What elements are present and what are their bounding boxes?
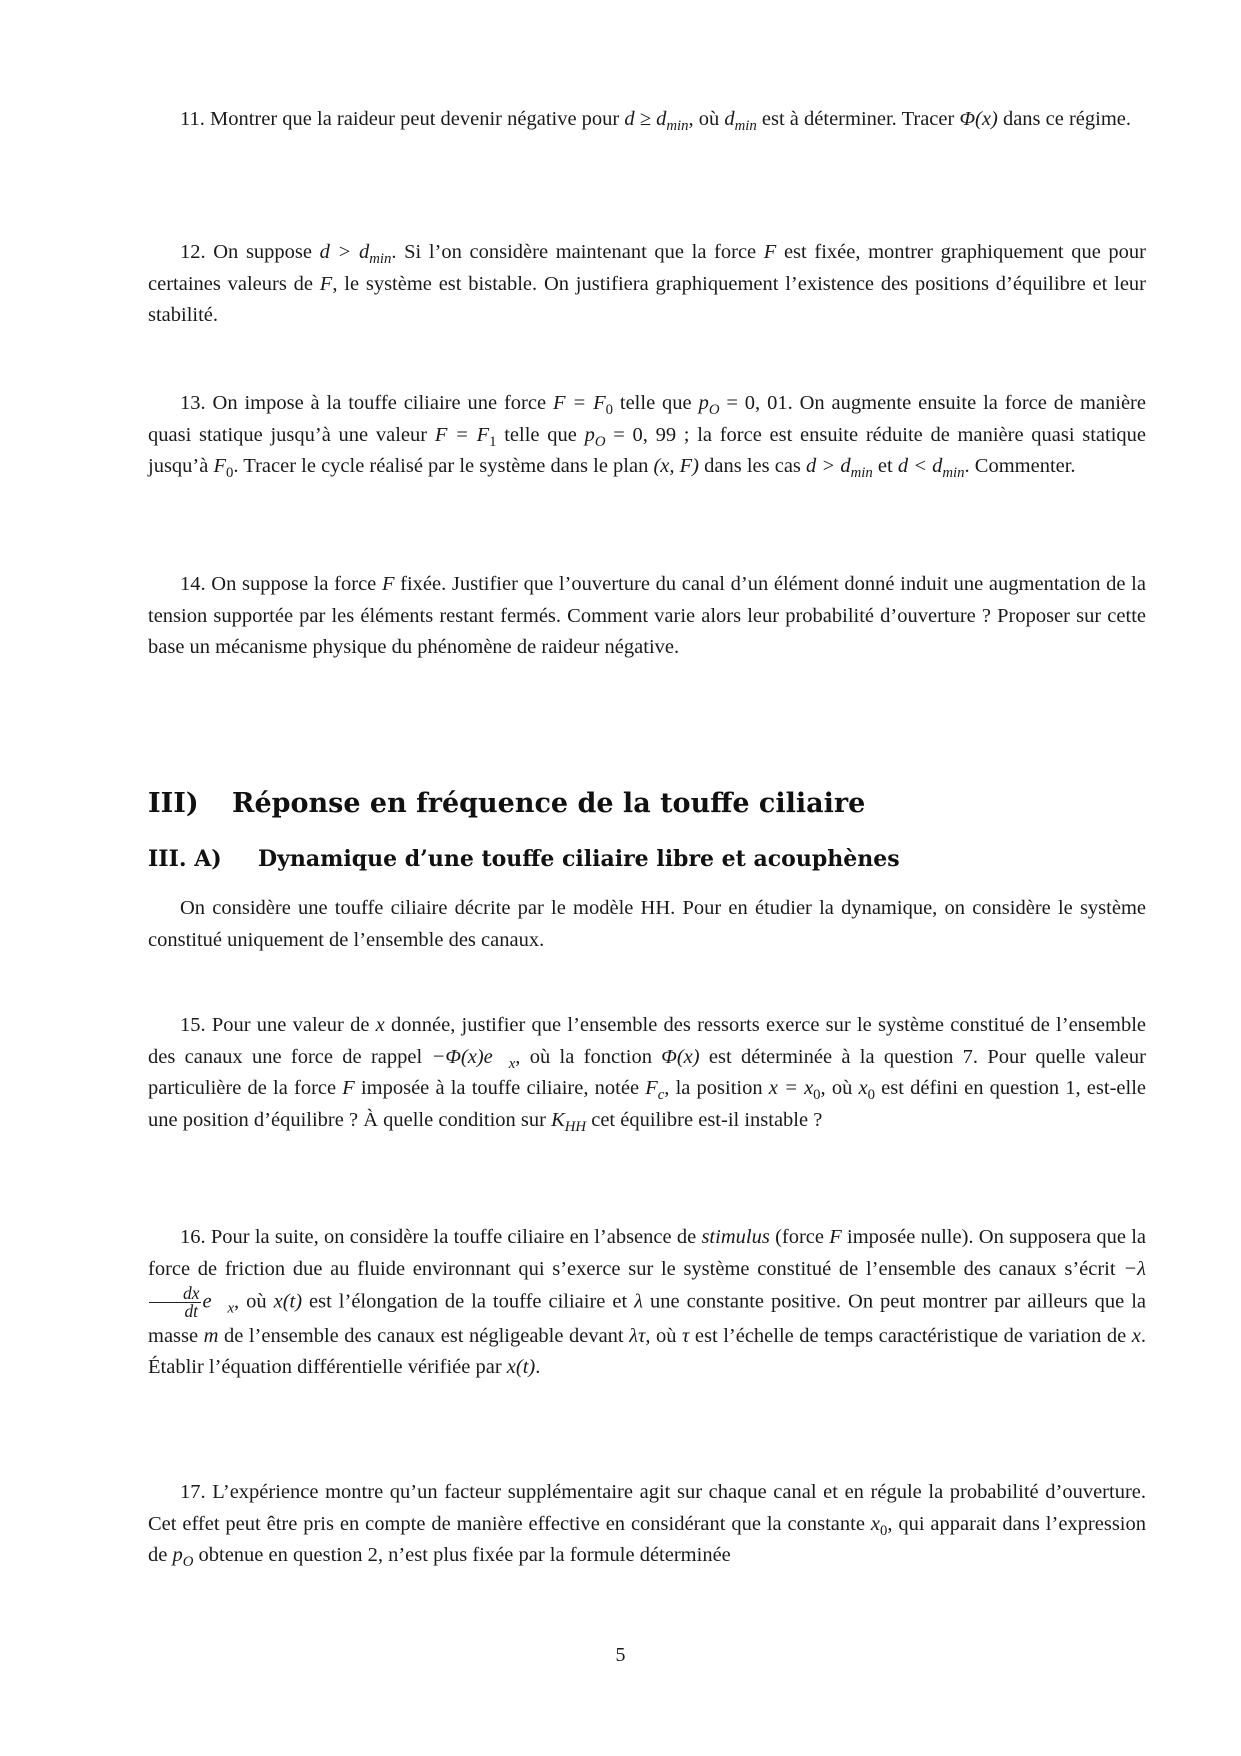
question-17 bbox=[148, 1477, 1146, 1572]
math: F bbox=[829, 1226, 842, 1248]
text: 15. Pour une valeur de bbox=[180, 1014, 376, 1036]
math: m bbox=[203, 1324, 219, 1347]
question-16 bbox=[148, 1222, 1146, 1384]
text: telle que bbox=[613, 392, 699, 414]
math: d > d bbox=[806, 455, 851, 477]
math: d > d bbox=[319, 241, 370, 263]
math: F bbox=[342, 1077, 355, 1099]
math-sub: 0 bbox=[813, 1087, 821, 1104]
text: 12. On suppose bbox=[180, 241, 320, 263]
math-sub: c bbox=[657, 1087, 665, 1104]
math: Φ(x) bbox=[959, 108, 998, 130]
math: x(t) bbox=[273, 1290, 303, 1313]
text: est déterminée à la question 7. Pour quelle valeur particulière de la force bbox=[148, 1045, 1146, 1099]
math-sub: min bbox=[369, 251, 392, 268]
math: τ bbox=[682, 1324, 690, 1347]
text: est fixée, montrer graphiquement que pour certaines valeurs de bbox=[148, 241, 1147, 295]
math-sub: HH bbox=[564, 1118, 587, 1135]
math: e⃗ bbox=[202, 1290, 228, 1313]
math: F bbox=[213, 455, 227, 477]
section-heading-3 bbox=[148, 788, 865, 819]
math: p bbox=[698, 392, 709, 414]
text: . On augmente ensuite la force de manière quasi statique jusqu’à une valeur bbox=[148, 392, 1146, 446]
question-13 bbox=[148, 388, 1146, 483]
text: de l’ensemble des canaux est négligeable devant bbox=[218, 1324, 630, 1347]
math: p bbox=[172, 1544, 183, 1566]
text: 17. L’expérience montre qu’un facteur supplémentaire agit sur chaque canal et en régule la probabilité d’ouverture. Cet effet peut être pris en compte de manière effective en considérant que la constante bbox=[148, 1481, 1146, 1535]
math-sub: 0 bbox=[605, 402, 613, 419]
text: (force bbox=[769, 1226, 830, 1248]
text: imposée nulle). On supposera que la force de friction due au fluide environnant qui s’exerce sur le système constitué de l’ensemble des canaux s’écrit bbox=[148, 1226, 1146, 1280]
question-14 bbox=[148, 569, 1146, 664]
math: Φ(x) bbox=[661, 1045, 700, 1068]
math: = 0, 99 bbox=[605, 423, 677, 446]
text: ; la force est ensuite réduite de manière quasi statique jusqu’à bbox=[148, 423, 1147, 477]
math: F bbox=[645, 1077, 658, 1099]
subsection-heading-3a bbox=[148, 846, 900, 872]
text: , où la fonction bbox=[515, 1045, 662, 1068]
text: telle que bbox=[496, 423, 585, 446]
math: d < d bbox=[897, 455, 943, 477]
math: F bbox=[763, 241, 777, 263]
math-sub: min bbox=[942, 465, 965, 482]
math-sub: 0 bbox=[867, 1087, 875, 1104]
math: K bbox=[551, 1108, 565, 1131]
math: F bbox=[381, 573, 395, 595]
text: dans ce régime. bbox=[997, 108, 1132, 130]
math: (x, F) bbox=[653, 455, 700, 477]
math: x = x bbox=[768, 1077, 814, 1099]
math: d bbox=[724, 108, 735, 130]
math: x bbox=[1131, 1324, 1141, 1347]
math: F = F bbox=[552, 392, 606, 414]
math-sub: x bbox=[227, 1300, 235, 1317]
math: x bbox=[858, 1077, 868, 1099]
fraction-numerator: dx bbox=[149, 1285, 201, 1303]
emphasis: stimulus bbox=[701, 1226, 770, 1248]
text: , où bbox=[820, 1077, 859, 1099]
math-sub: min bbox=[734, 118, 757, 135]
text: . Tracer le cycle réalisé par le système dans le plan bbox=[233, 455, 654, 477]
text: est l’élongation de la touffe ciliaire et bbox=[302, 1290, 635, 1313]
intro-paragraph bbox=[148, 893, 1146, 956]
text: , qui apparait dans l’expression de bbox=[148, 1512, 1146, 1566]
text: est à déterminer. Tracer bbox=[756, 108, 960, 130]
text: , où bbox=[688, 108, 725, 130]
text: imposée à la touffe ciliaire, notée bbox=[354, 1077, 646, 1099]
math: = 0, 01 bbox=[719, 392, 788, 414]
text: obtenue en question 2, n’est plus fixée par la formule déterminée bbox=[193, 1544, 731, 1566]
text: . Si l’on considère maintenant que la force bbox=[391, 241, 764, 263]
text: cet équilibre est-il instable ? bbox=[586, 1108, 823, 1131]
text: , le système est bistable. On justifiera graphiquement l’existence des positions d’équilibre et leur stabilité. bbox=[148, 272, 1146, 326]
math-sub: x bbox=[508, 1055, 516, 1072]
text: 11. Montrer que la raideur peut devenir négative pour bbox=[180, 108, 625, 130]
text: , la position bbox=[664, 1077, 769, 1099]
math-sub: O bbox=[594, 433, 606, 450]
text: et bbox=[872, 455, 898, 477]
text: On considère une touffe ciliaire décrite par le modèle HH. Pour en étudier la dynamique, on considère le système constitué uniquement de l’ensemble des canaux. bbox=[148, 897, 1146, 951]
text: fixée. Justifier que l’ouverture du canal d’un élément donné induit une augmentation de la tension supportée par les éléments restant fermés. Comment varie alors leur probabilité d’ouverture ? Proposer sur cette base un mécanisme physique du phénomène de raideur négative. bbox=[148, 573, 1146, 658]
math-sub: 0 bbox=[879, 1522, 888, 1539]
text: 14. On suppose la force bbox=[180, 573, 382, 595]
math: F bbox=[319, 272, 333, 295]
math: λ bbox=[634, 1290, 644, 1313]
text: 16. Pour la suite, on considère la touffe ciliaire en l’absence de bbox=[180, 1226, 702, 1248]
math: d ≥ d bbox=[624, 108, 667, 130]
math: p bbox=[584, 423, 595, 446]
text: est défini en question 1, est-elle une position d’équilibre ? À quelle condition sur bbox=[148, 1077, 1146, 1131]
question-12 bbox=[148, 237, 1146, 332]
text: . Établir l’équation différentielle vérifiée par bbox=[148, 1324, 1147, 1379]
text: dans les cas bbox=[699, 455, 807, 477]
fraction-denominator: dt bbox=[184, 1301, 198, 1322]
math: −λ bbox=[1123, 1257, 1146, 1280]
math: x bbox=[870, 1512, 880, 1535]
question-11 bbox=[148, 104, 1146, 136]
math: x(t) bbox=[506, 1356, 536, 1379]
derivative-fraction bbox=[149, 1285, 201, 1321]
text: , où bbox=[645, 1324, 683, 1347]
section-number: III) bbox=[148, 788, 199, 819]
text: , où bbox=[234, 1290, 274, 1313]
subsection-title: Dynamique d’une touffe ciliaire libre et acouphènes bbox=[258, 846, 900, 872]
math-sub: 1 bbox=[489, 433, 497, 450]
question-15 bbox=[148, 1010, 1146, 1136]
text: . Commenter. bbox=[964, 455, 1076, 477]
math: λτ bbox=[629, 1324, 646, 1347]
text: 13. On impose à la touffe ciliaire une force bbox=[180, 392, 553, 414]
math-sub: O bbox=[182, 1554, 194, 1571]
math-sub: min bbox=[666, 118, 689, 135]
math: F = F bbox=[434, 423, 490, 446]
text: une constante positive. On peut montrer par ailleurs que la masse bbox=[148, 1290, 1147, 1347]
math-sub: O bbox=[708, 402, 720, 419]
text: donnée, justifier que l’ensemble des ressorts exerce sur le système constitué de l’ensemble des canaux une force de rappel bbox=[148, 1014, 1146, 1068]
text: . bbox=[535, 1356, 541, 1379]
math-sub: 0 bbox=[226, 465, 234, 482]
text: est l’échelle de temps caractéristique de variation de bbox=[689, 1324, 1132, 1347]
math-sub: min bbox=[850, 465, 873, 482]
section-title: Réponse en fréquence de la touffe ciliaire bbox=[232, 788, 866, 819]
page-number: 5 bbox=[615, 1644, 626, 1666]
math: −Φ(x)e⃗ bbox=[431, 1045, 509, 1068]
subsection-number: III. A) bbox=[148, 846, 222, 872]
math: x bbox=[375, 1014, 385, 1036]
